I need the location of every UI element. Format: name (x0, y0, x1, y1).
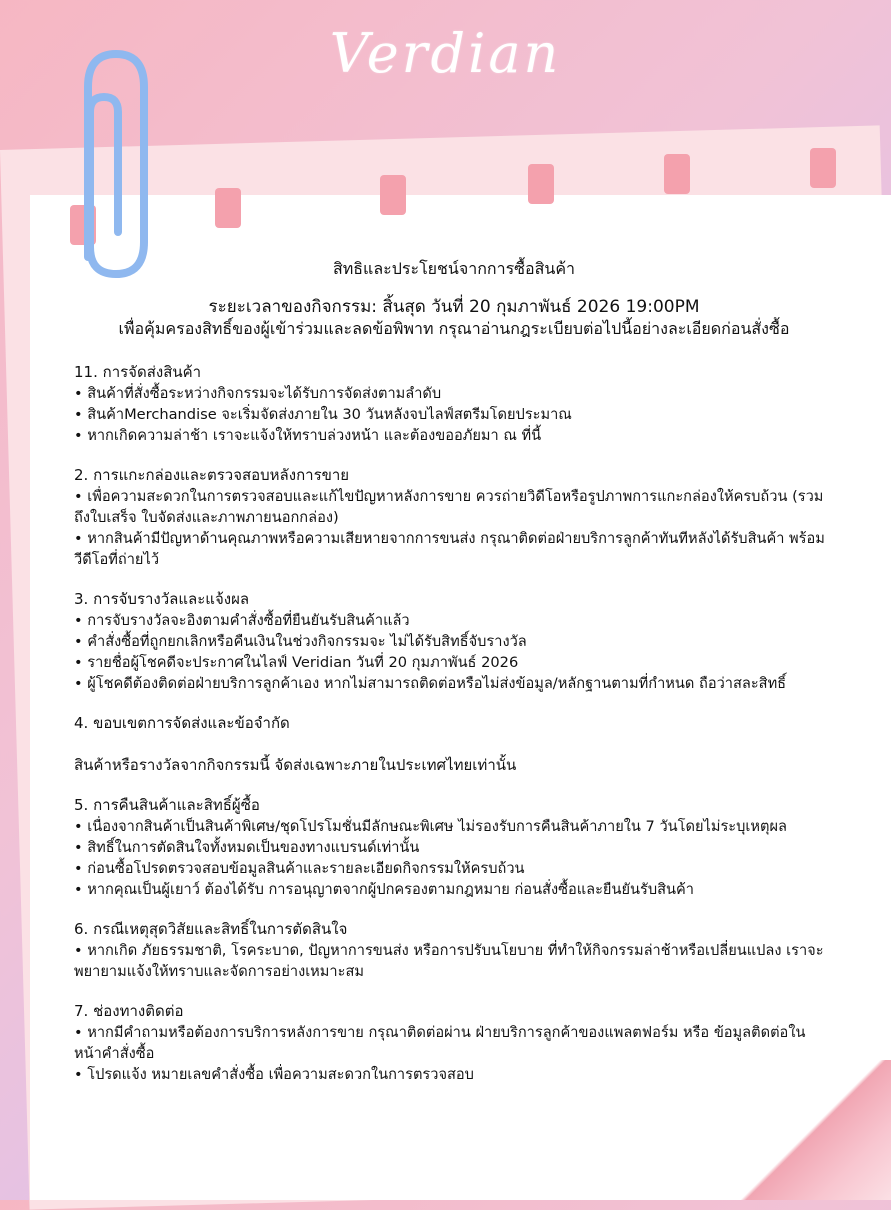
paragraph: สินค้าหรือรางวัลจากกิจกรรมนี้ จัดส่งเฉพาะภายในประเทศไทยเท่านั้น (74, 756, 517, 774)
list-item: • สินค้าMerchandise จะเริ่มจัดส่งภายใน 30 วันหลังจบไลฟ์สตรีมโดยประมาณ (74, 406, 572, 423)
section-shipping (74, 362, 834, 446)
document-body (74, 258, 834, 1104)
page-title: สิทธิและประโยชน์จากการซื้อสินค้า (332, 259, 576, 278)
section-heading: 6. กรณีเหตุสุดวิสัยและสิทธิ์ในการตัดสินใจ (74, 920, 348, 938)
binding-hole (380, 175, 406, 215)
section-unboxing (74, 465, 834, 570)
section-heading: 7. ช่องทางติดต่อ (74, 1002, 184, 1020)
list-item: • หากคุณเป็นผู้เยาว์ ต้องได้รับ การอนุญาตจากผู้ปกครองตามกฎหมาย ก่อนสั่งซื้อและยืนยันรับสินค้า (74, 881, 694, 898)
list-item: • คำสั่งซื้อที่ถูกยกเลิกหรือคืนเงินในช่วงกิจกรรมจะ ไม่ได้รับสิทธิ์จับรางวัล (74, 633, 527, 650)
list-item: • ก่อนซื้อโปรดตรวจสอบข้อมูลสินค้าและรายละเอียดกิจกรรมให้ครบถ้วน (74, 860, 525, 877)
list-item: • การจับรางวัลจะอิงตามคำสั่งซื้อที่ยืนยันรับสินค้าแล้ว (74, 612, 410, 629)
binding-hole (810, 148, 836, 188)
list-item: • เพื่อความสะดวกในการตรวจสอบและแก้ไขปัญหาหลังการขาย ควรถ่ายวิดีโอหรือรูปภาพการแกะกล่องให้ครบถ้วน (รวมถึงใบเสร็จ ใบจัดส่งและภาพภายนอกกล่อง) (74, 488, 824, 526)
paperclip-icon (58, 42, 158, 287)
section-heading: 2. การแกะกล่องและตรวจสอบหลังการขาย (74, 466, 350, 484)
list-item: • เนื่องจากสินค้าเป็นสินค้าพิเศษ/ชุดโปรโมชั่นมีลักษณะพิเศษ ไม่รองรับการคืนสินค้าภายใน 7 วันโดยไม่ระบุเหตุผล (74, 818, 787, 835)
list-item: • หากเกิดความล่าช้า เราจะแจ้งให้ทราบล่วงหน้า และต้องขออภัยมา ณ ที่นี้ (74, 427, 542, 444)
list-item: • สิทธิ์ในการตัดสินใจทั้งหมดเป็นของทางแบรนด์เท่านั้น (74, 839, 420, 856)
list-item: • รายชื่อผู้โชคดีจะประกาศในไลฟ์ Veridian วันที่ 20 กุมภาพันธ์ 2026 (74, 654, 519, 671)
section-heading: 11. การจัดส่งสินค้า (74, 363, 202, 381)
section-returns (74, 795, 834, 900)
section-lucky-draw (74, 589, 834, 694)
binding-hole (664, 154, 690, 194)
list-item: • โปรดแจ้ง หมายเลขคำสั่งซื้อ เพื่อความสะดวกในการตรวจสอบ (74, 1066, 474, 1083)
binding-hole (528, 164, 554, 204)
binding-hole (215, 188, 241, 228)
section-heading: 3. การจับรางวัลและแจ้งผล (74, 590, 250, 608)
brand-logo: Verdian (329, 22, 562, 85)
section-heading: 4. ขอบเขตการจัดส่งและข้อจำกัด (74, 714, 290, 732)
activity-period: ระยะเวลาของกิจกรรม: สิ้นสุด วันที่ 20 กุมภาพันธ์ 2026 19:00PM (208, 297, 700, 317)
list-item: • สินค้าที่สั่งซื้อระหว่างกิจกรรมจะได้รับการจัดส่งตามลำดับ (74, 385, 442, 402)
list-item: • หากมีคำถามหรือต้องการบริการหลังการขาย กรุณาติดต่อผ่าน ฝ่ายบริการลูกค้าของแพลตฟอร์ม หรือ ข้อมูลติดต่อใน หน้าคำสั่งซื้อ (74, 1024, 806, 1062)
intro-text: เพื่อคุ้มครองสิทธิ์ของผู้เข้าร่วมและลดข้อพิพาท กรุณาอ่านกฎระเบียบต่อไปนี้อย่างละเอียดก่อนสั่งซื้อ (118, 319, 790, 338)
section-heading: 5. การคืนสินค้าและสิทธิ์ผู้ซื้อ (74, 796, 260, 814)
list-item: • หากสินค้ามีปัญหาด้านคุณภาพหรือความเสียหายจากการขนส่ง กรุณาติดต่อฝ่ายบริการลูกค้าทันทีหลังได้รับสินค้า พร้อมวีดีโอที่ถ่ายไว้ (74, 530, 825, 568)
section-force-majeure (74, 919, 834, 982)
section-contact (74, 1001, 834, 1085)
list-item: • หากเกิด ภัยธรรมชาติ, โรคระบาด, ปัญหาการขนส่ง หรือการปรับนโยบาย ที่ทำให้กิจกรรมล่าช้าหรือเปลี่ยนแปลง เราจะพยายามแจ้งให้ทราบและจัดการอย่างเหมาะสม (74, 942, 824, 980)
section-delivery-scope (74, 713, 834, 776)
list-item: • ผู้โชคดีต้องติดต่อฝ่ายบริการลูกค้าเอง หากไม่สามารถติดต่อหรือไม่ส่งข้อมูล/หลักฐานตามที่กำหนด ถือว่าสละสิทธิ์ (74, 675, 787, 692)
